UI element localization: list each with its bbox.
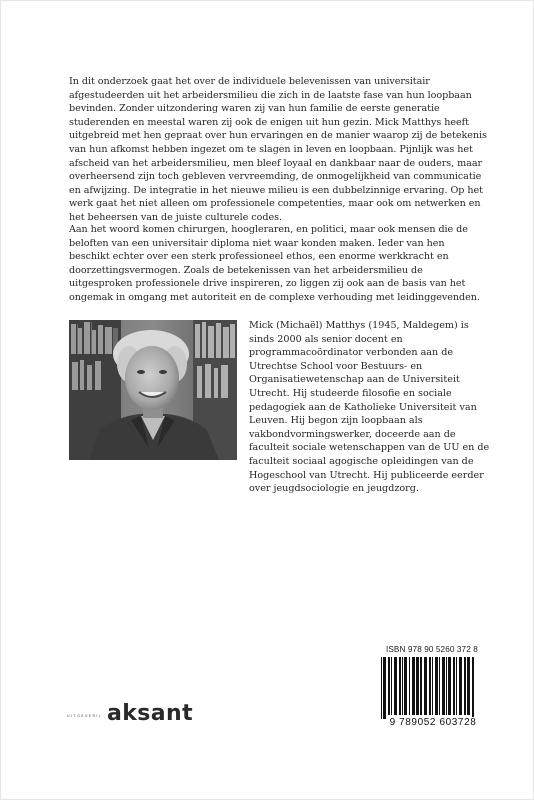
barcode-number xyxy=(377,717,489,728)
author-photo xyxy=(69,320,237,460)
publisher-tag: UITGEVERIJ xyxy=(67,714,102,718)
summary-paragraph-1: In dit onderzoek gaat het over de individuele belevenissen van universitair afgestudeerden uit het arbeidersmilieu die zich in de laatste fase van hun loopbaan bevinden. Zonder uitzondering waren zij van hun familie de eerste generatie studerenden en meestal waren zij ook de enigen uit hun gezin. Mick Matthys heeft uitgebreid met hen gepraat over hun ervaringen en de manier waarop zij de betekenis van hun afkomst hebben ingezet om te slagen in leven en loopbaan. Pijnlijk was het afscheid van het arbeidersmilieu, men bleef loyaal en dankbaar naar de ouders, maar overheersend zijn toch gebleven vervreemding, de onmogelijkheid van communicatie en afwijzing. De integratie in het nieuwe milieu is een dubbelzinnige ervaring. Op het werk gaat het niet alleen om professionele competenties, maar ook om netwerken en het beheersen van de juiste culturele codes. xyxy=(69,76,487,223)
isbn-label: ISBN 978 90 5260 372 8 xyxy=(386,645,478,654)
publisher-logo: aksant xyxy=(107,701,193,726)
author-bio: Mick (Michaël) Matthys (1945, Maldegem) is sinds 2000 als senior docent en programmacoördinator verbonden aan de Utrechtse School voor Bestuurs- en Organisatiewetenschap aan de Universiteit Utrecht. Hij studeerde filosofie en sociale pedagogiek aan de Katholieke Universiteit van Leuven. Hij begon zijn loopbaan als vakbondvormingswerker, doceerde aan de faculteit sociale wetenschappen van de UU en de faculteit sociaal agogische opleidingen van de Hogeschool van Utrecht. Hij publiceerde eerder over jeugdsociologie en jeugdzorg. xyxy=(249,320,490,495)
barcode-digits: 9 789052 603728 xyxy=(389,717,477,728)
summary-paragraph-2: Aan het woord komen chirurgen, hoogleraren, en politici, maar ook mensen die de beloften van een universitair diploma niet waar konden maken. Ieder van hen beschikt echter over een sterk professioneel ethos, een enorme werkkracht en doorzettingsvermogen. Zoals de betekenissen van het arbeidersmilieu de uitgesproken professionele drive inspireren, zo liggen zij ook aan de basis van het ongemak in omgang met autoriteit en de complexe verhouding met leidinggevenden. xyxy=(69,224,480,303)
